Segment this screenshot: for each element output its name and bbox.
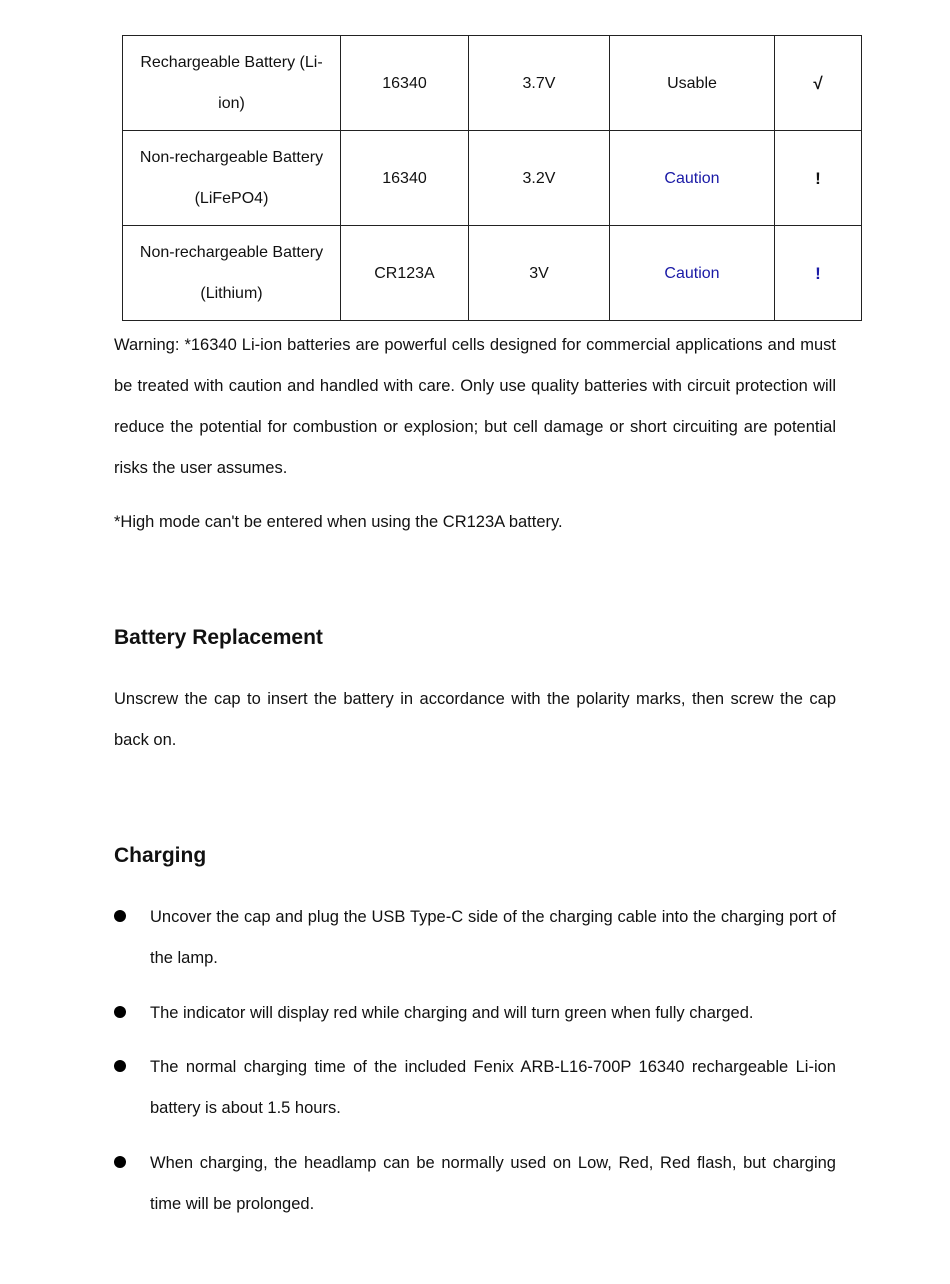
battery-voltage-cell: 3V [469, 226, 610, 321]
table-row [123, 226, 862, 321]
battery-replacement-heading: Battery Replacement [114, 626, 323, 649]
battery-size-cell: 16340 [341, 36, 469, 131]
battery-size-cell: 16340 [341, 131, 469, 226]
battery-voltage-cell: 3.7V [469, 36, 610, 131]
charging-item-text: Uncover the cap and plug the USB Type-C side of the charging cable into the charging port of the lamp. [150, 908, 836, 967]
table-row [123, 36, 862, 131]
battery-type-cell: Non-rechargeable Battery (Lithium) [123, 226, 341, 321]
cr123a-note: *High mode can't be entered when using the CR123A battery. [114, 513, 563, 531]
battery-replacement-text: Unscrew the cap to insert the battery in accordance with the polarity marks, then screw the cap back on. [114, 690, 836, 749]
battery-voltage-cell: 3.2V [469, 131, 610, 226]
table-row [123, 131, 862, 226]
bullet-icon [114, 910, 126, 922]
exclamation-icon: ! [775, 226, 862, 321]
battery-type-cell: Non-rechargeable Battery (LiFePO4) [123, 131, 341, 226]
bullet-icon [114, 1006, 126, 1018]
charging-item-text: The normal charging time of the included Fenix ARB-L16-700P 16340 rechargeable Li-ion battery is about 1.5 hours. [150, 1058, 836, 1117]
charging-list-item [114, 1047, 836, 1129]
charging-list-item [114, 1143, 836, 1225]
checkmark-icon: √ [775, 36, 862, 131]
warning-paragraph: Warning: *16340 Li-ion batteries are powerful cells designed for commercial applications and must be treated with caution and handled with care. Only use quality batteries with circuit protection will reduce the potential for combustion or explosion; but cell damage or short circuiting are potential risks the user assumes. [114, 336, 836, 477]
exclamation-icon: ! [775, 131, 862, 226]
charging-list-item [114, 993, 836, 1034]
bullet-icon [114, 1060, 126, 1072]
battery-status-cell: Caution [610, 226, 775, 321]
battery-compatibility-table [122, 35, 862, 321]
battery-status-cell: Usable [610, 36, 775, 131]
battery-status-cell: Caution [610, 131, 775, 226]
charging-list-item [114, 897, 836, 979]
charging-heading: Charging [114, 844, 207, 867]
battery-type-cell: Rechargeable Battery (Li-ion) [123, 36, 341, 131]
bullet-icon [114, 1156, 126, 1168]
battery-size-cell: CR123A [341, 226, 469, 321]
charging-item-text: When charging, the headlamp can be normally used on Low, Red, Red flash, but charging time will be prolonged. [150, 1154, 836, 1213]
charging-item-text: The indicator will display red while charging and will turn green when fully charged. [150, 1004, 754, 1022]
